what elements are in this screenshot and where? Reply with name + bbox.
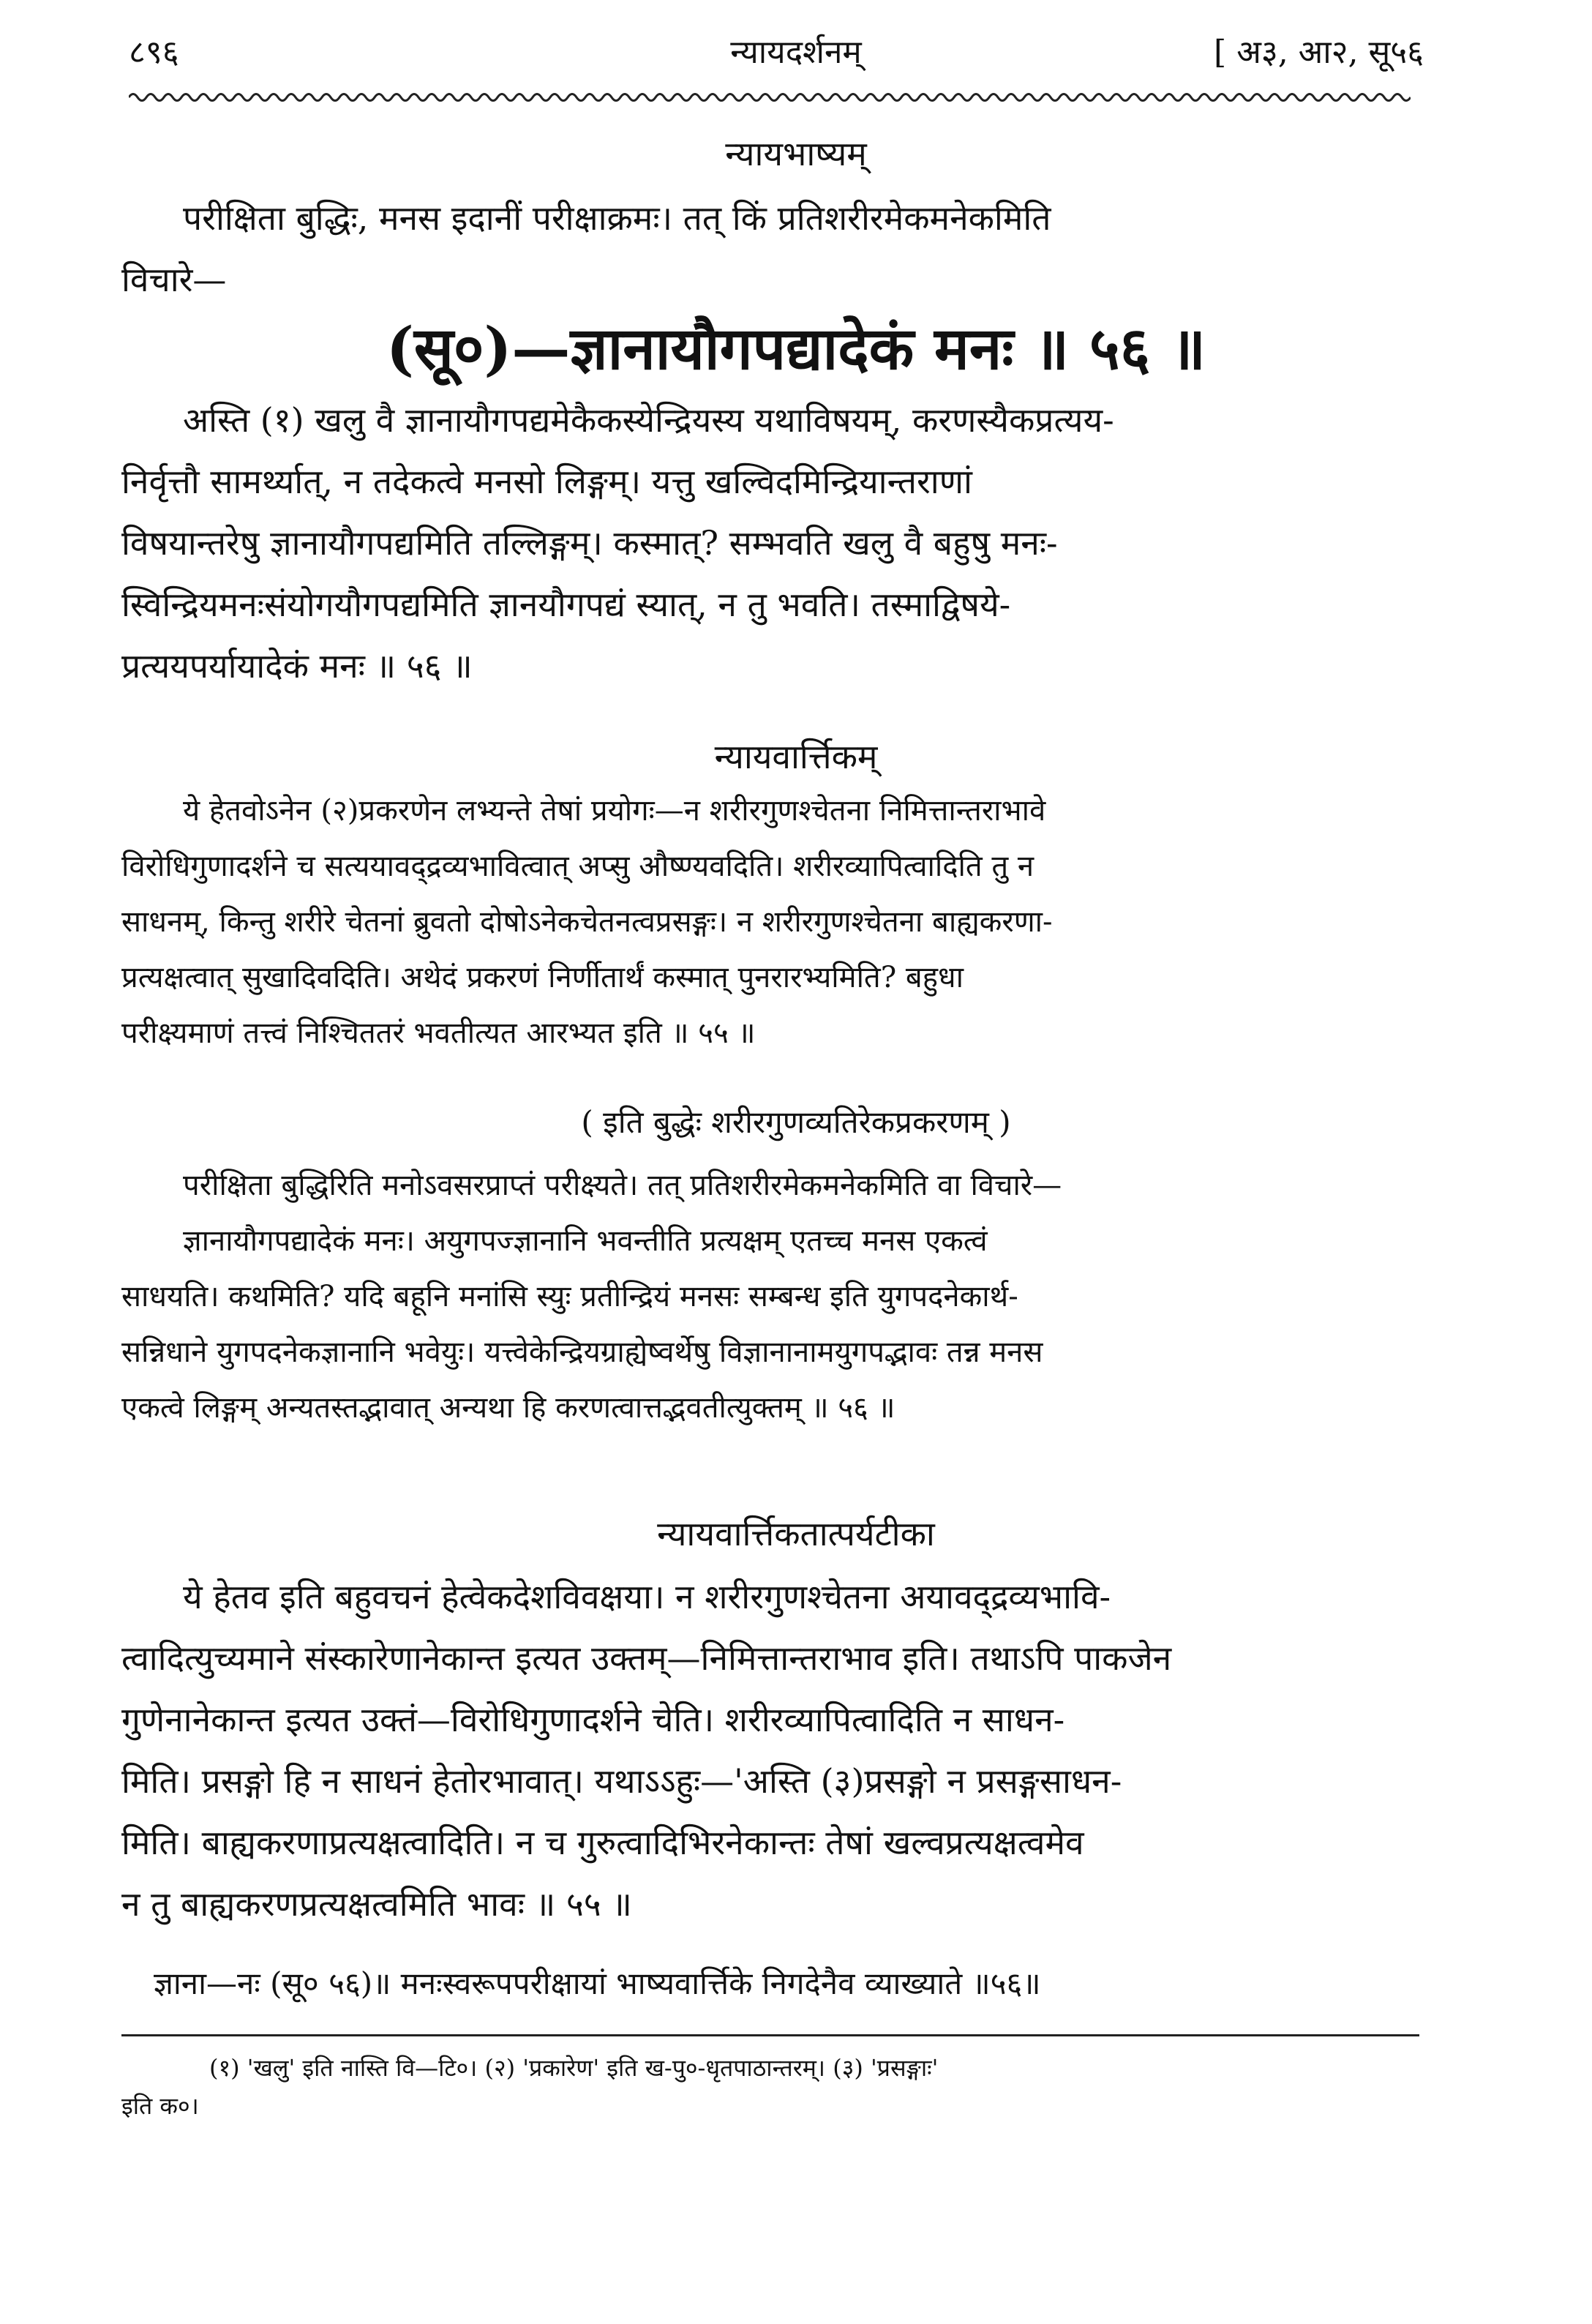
text-line: अस्ति (१) खलु वै ज्ञानायौगपद्यमेकैकस्येन्द्रियस्य यथाविषयम्, करणस्यैकप्रत्यय- — [183, 400, 1114, 440]
footnote-line: इति क०। — [121, 2092, 199, 2120]
bhashya-body — [121, 389, 1416, 697]
text-line: परीक्षिता बुद्धिः, मनस इदानीं परीक्षाक्रमः। तत् किं प्रतिशरीरमेकमनेकमिति — [183, 198, 1051, 238]
text-line: प्रत्यक्षत्वात् सुखादिवदिति। अथेदं प्रकरणं निर्णीतार्थं कस्मात् पुनरारभ्यमिति? बहुधा — [121, 961, 964, 994]
closing-line: ज्ञाना—नः (सू० ५६)॥ मनःस्वरूपपरीक्षायां भाष्यवार्त्तिके निगदेनैव व्याख्याते ॥५६॥ — [154, 1965, 1041, 2001]
text-line: ज्ञानायौगपद्यादेकं मनः। अयुगपज्ज्ञानानि भवन्तीति प्रत्यक्षम् एतच्च मनस एकत्वं — [183, 1224, 988, 1258]
tika-body — [121, 1566, 1416, 1935]
text-line: परीक्ष्यमाणं तत्त्वं निश्चिततरं भवतीत्यत आरभ्यत इति ॥ ५५ ॥ — [121, 1016, 756, 1050]
text-line: सन्निधाने युगपदनेकज्ञानानि भवेयुः। यत्त्वेकेन्द्रियग्राह्येष्वर्थेषु विज्ञानानामयुगपद्भावः तन्न मनस — [121, 1335, 1043, 1369]
text-line: एकत्वे लिङ्गम् अन्यतस्तद्भावात् अन्यथा हि करणत्वात्तद्भवतीत्युक्तम् ॥ ५६ ॥ — [121, 1391, 896, 1425]
text-line: विचारे— — [121, 260, 227, 299]
text-line: साधयति। कथमिति? यदि बहूनि मनांसि स्युः प्रतीन्द्रियं मनसः सम्बन्ध इति युगपदनेकार्थ- — [121, 1280, 1018, 1313]
text-line: स्विन्द्रियमनःसंयोगयौगपद्यमिति ज्ञानयौगपद्यं स्यात्, न तु भवति। तस्माद्विषये- — [121, 585, 1011, 624]
footnotes — [121, 2049, 1416, 2125]
text-line: विषयान्तरेषु ज्ञानायौगपद्यमिति तल्लिङ्गम्। कस्मात्? सम्भवति खलु वै बहुषु मनः- — [121, 523, 1058, 563]
page-number: ८९६ — [129, 34, 179, 71]
text-line: मिति। प्रसङ्गो हि न साधनं हेतोरभावात्। यथाऽऽहुः—'अस्ति (३)प्रसङ्गो न प्रसङ्गसाधन- — [121, 1761, 1122, 1801]
wavy-rule — [129, 89, 1411, 105]
tika-title: न्यायवार्त्तिकतात्पर्यटीका — [657, 1514, 935, 1553]
vartika-body-2 — [121, 1158, 1416, 1436]
section-reference: [ अ३, आ२, सू५६ — [1214, 34, 1424, 71]
section-colophon: ( इति बुद्धेः शरीरगुणव्यतिरेकप्रकरणम् ) — [581, 1104, 1011, 1140]
text-line: न तु बाह्यकरणप्रत्यक्षत्वमिति भावः ॥ ५५ ॥ — [121, 1884, 632, 1924]
text-line: प्रत्ययपर्यायादेकं मनः ॥ ५६ ॥ — [121, 646, 473, 686]
vartika-body — [121, 783, 1416, 1061]
footnote-rule — [121, 2034, 1419, 2036]
bhashya-intro — [121, 187, 1416, 310]
text-line: ये हेतवोऽनेन (२)प्रकरणेन लभ्यन्ते तेषां प्रयोगः—न शरीरगुणश्चेतना निमित्तान्तराभावे — [183, 794, 1046, 828]
text-line: मिति। बाह्यकरणाप्रत्यक्षत्वादिति। न च गुरुत्वादिभिरनेकान्तः तेषां खल्वप्रत्यक्षत्वमेव — [121, 1823, 1084, 1862]
bhashya-title: न्यायभाष्यम् — [725, 134, 867, 173]
text-line: साधनम्, किन्तु शरीरे चेतनां ब्रुवतो दोषोऽनेकचेतनत्वप्रसङ्गः। न शरीरगुणश्चेतना बाह्यकरणा- — [121, 905, 1053, 939]
footnote-line: (१) 'खलु' इति नास्ति वि—टि०। (२) 'प्रकारेण' इति ख-पु०-धृतपाठान्तरम्। (३) 'प्रसङ्गाः' — [209, 2054, 939, 2082]
text-line: गुणेनानेकान्त इत्यत उक्तं—विरोधिगुणादर्शने चेति। शरीरव्यापित्वादिति न साधन- — [121, 1700, 1065, 1739]
text-line: निर्वृत्तौ सामर्थ्यात्, न तदेकत्वे मनसो लिङ्गम्। यत्तु खल्विदमिन्द्रियान्तराणां — [121, 462, 972, 501]
text-line: ये हेतव इति बहुवचनं हेत्वेकदेशविवक्षया। न शरीरगुणश्चेतना अयावद्द्रव्यभावि- — [183, 1577, 1111, 1616]
text-line: त्वादित्युच्यमाने संस्कारेणानेकान्त इत्यत उक्तम्—निमित्तान्तराभाव इति। तथाऽपि पाकजेन — [121, 1638, 1172, 1678]
text-line: विरोधिगुणादर्शने च सत्ययावद्द्रव्यभावित्वात् अप्सु औष्ण्यवदिति। शरीरव्यापित्वादिति तु न — [121, 850, 1035, 883]
sutra-heading: (सू०)—ज्ञानायौगपद्यादेकं मनः ॥ ५६ ॥ — [386, 314, 1206, 383]
text-line: परीक्षिता बुद्धिरिति मनोऽवसरप्राप्तं परीक्ष्यते। तत् प्रतिशरीरमेकमनेकमिति वा विचारे— — [183, 1169, 1062, 1202]
vartika-title: न्यायवार्त्तिकम् — [714, 737, 878, 776]
running-title: न्यायदर्शनम् — [730, 34, 862, 71]
